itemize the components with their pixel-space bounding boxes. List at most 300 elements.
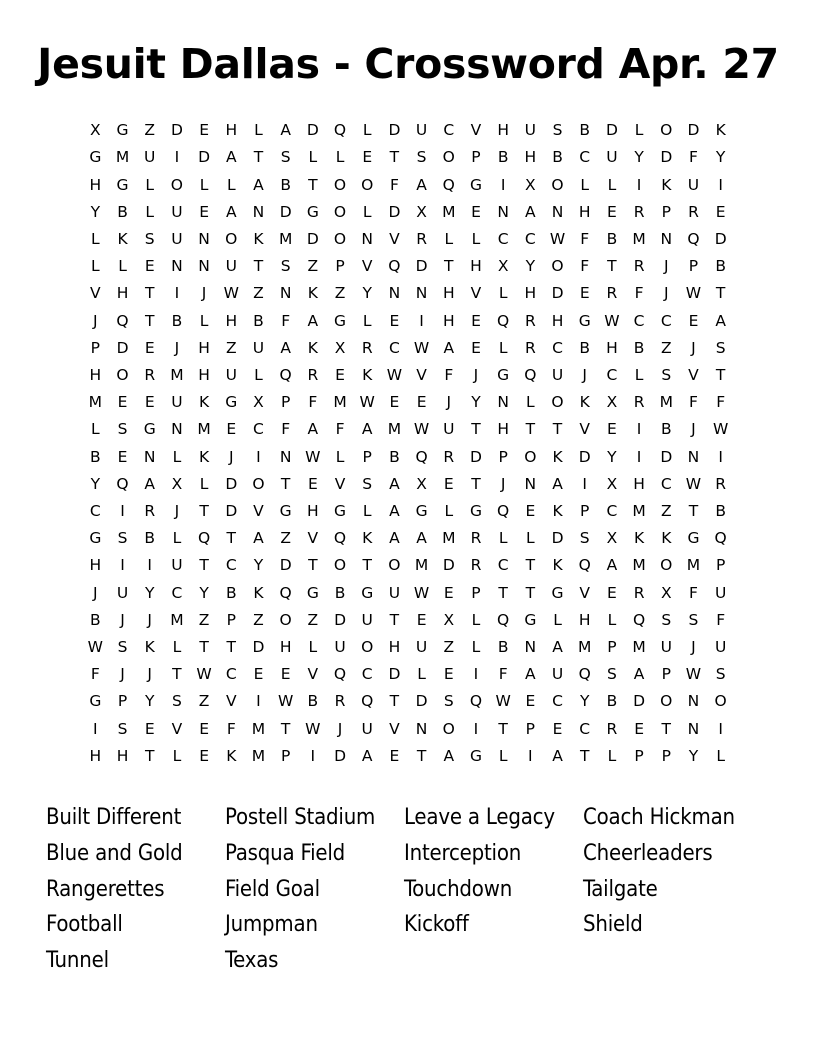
letter-cell[interactable]: H: [578, 202, 591, 221]
letter-cell[interactable]: E: [552, 719, 563, 738]
letter-cell[interactable]: T: [362, 556, 372, 575]
letter-cell[interactable]: B: [90, 447, 101, 466]
letter-cell[interactable]: T: [688, 502, 699, 521]
letter-cell[interactable]: R: [633, 393, 645, 412]
letter-cell[interactable]: I: [636, 175, 642, 194]
letter-cell[interactable]: E: [688, 311, 699, 330]
letter-cell[interactable]: H: [89, 175, 102, 194]
letter-cell[interactable]: G: [279, 502, 292, 521]
letter-cell[interactable]: D: [388, 202, 401, 221]
letter-cell[interactable]: O: [388, 556, 401, 575]
letter-cell[interactable]: E: [607, 202, 617, 221]
letter-cell[interactable]: J: [663, 257, 669, 276]
letter-cell[interactable]: X: [171, 474, 183, 493]
letter-cell[interactable]: L: [308, 148, 318, 167]
letter-cell[interactable]: L: [362, 311, 372, 330]
letter-cell[interactable]: F: [90, 665, 100, 684]
letter-cell[interactable]: D: [578, 447, 591, 466]
letter-cell[interactable]: N: [497, 202, 509, 221]
letter-cell[interactable]: E: [389, 393, 400, 412]
letter-cell[interactable]: R: [524, 311, 536, 330]
letter-cell[interactable]: G: [89, 148, 102, 167]
letter-cell[interactable]: U: [415, 121, 428, 140]
letter-cell[interactable]: E: [199, 202, 209, 221]
letter-cell[interactable]: V: [470, 284, 482, 303]
letter-cell[interactable]: T: [389, 610, 400, 629]
letter-cell[interactable]: P: [661, 746, 671, 765]
letter-cell[interactable]: B: [497, 148, 509, 167]
letter-cell[interactable]: D: [660, 148, 673, 167]
letter-cell[interactable]: Q: [632, 610, 646, 629]
letter-cell[interactable]: U: [551, 665, 564, 684]
letter-cell[interactable]: I: [147, 556, 152, 575]
letter-cell[interactable]: O: [551, 175, 564, 194]
letter-cell[interactable]: E: [226, 420, 237, 439]
letter-cell[interactable]: D: [687, 121, 700, 140]
letter-cell[interactable]: F: [580, 257, 590, 276]
letter-cell[interactable]: E: [471, 311, 481, 330]
word-list-item[interactable]: Tailgate: [583, 876, 658, 902]
letter-cell[interactable]: O: [660, 692, 673, 711]
letter-cell[interactable]: X: [253, 393, 264, 412]
letter-cell[interactable]: K: [552, 556, 563, 575]
letter-cell[interactable]: G: [89, 692, 102, 711]
letter-cell[interactable]: F: [580, 230, 590, 248]
letter-cell[interactable]: P: [661, 665, 671, 684]
letter-cell[interactable]: J: [446, 393, 452, 412]
letter-cell[interactable]: J: [147, 665, 152, 684]
letter-cell[interactable]: T: [253, 257, 264, 276]
letter-cell[interactable]: B: [90, 610, 101, 629]
letter-cell[interactable]: D: [442, 556, 455, 575]
letter-cell[interactable]: P: [471, 583, 481, 602]
letter-cell[interactable]: Y: [579, 692, 590, 711]
letter-cell[interactable]: C: [660, 311, 672, 330]
letter-cell[interactable]: C: [361, 665, 373, 684]
letter-cell[interactable]: E: [253, 665, 264, 684]
letter-cell[interactable]: M: [333, 393, 347, 412]
letter-cell[interactable]: V: [90, 284, 101, 303]
letter-cell[interactable]: S: [280, 257, 291, 276]
letter-cell[interactable]: Z: [253, 284, 264, 303]
letter-cell[interactable]: E: [199, 121, 209, 140]
letter-cell[interactable]: B: [633, 338, 645, 357]
letter-cell[interactable]: L: [444, 230, 454, 248]
letter-cell[interactable]: D: [198, 148, 211, 167]
letter-cell[interactable]: F: [689, 393, 698, 412]
word-list-item[interactable]: Field Goal: [225, 876, 320, 902]
letter-cell[interactable]: V: [361, 257, 373, 276]
letter-cell[interactable]: D: [415, 257, 428, 276]
letter-cell[interactable]: G: [524, 610, 537, 629]
letter-cell[interactable]: B: [660, 420, 672, 439]
letter-cell[interactable]: U: [714, 583, 727, 602]
letter-cell[interactable]: I: [718, 175, 723, 194]
letter-cell[interactable]: T: [253, 148, 264, 167]
letter-cell[interactable]: J: [93, 583, 98, 602]
letter-cell[interactable]: K: [579, 393, 590, 412]
letter-cell[interactable]: N: [198, 257, 210, 276]
letter-cell[interactable]: F: [281, 420, 291, 439]
letter-cell[interactable]: L: [526, 529, 535, 548]
letter-cell[interactable]: P: [90, 338, 101, 357]
letter-cell[interactable]: U: [606, 148, 618, 167]
letter-cell[interactable]: C: [579, 719, 591, 738]
letter-cell[interactable]: U: [171, 393, 183, 412]
letter-cell[interactable]: U: [361, 610, 373, 629]
letter-cell[interactable]: T: [552, 420, 563, 439]
letter-cell[interactable]: S: [117, 529, 128, 548]
letter-cell[interactable]: Y: [90, 474, 101, 493]
letter-cell[interactable]: C: [552, 692, 563, 711]
letter-cell[interactable]: L: [118, 257, 127, 276]
letter-cell[interactable]: T: [444, 257, 454, 276]
letter-cell[interactable]: H: [606, 338, 618, 357]
letter-cell[interactable]: P: [471, 148, 481, 167]
letter-cell[interactable]: W: [685, 665, 702, 684]
word-list-item[interactable]: Football: [46, 912, 123, 938]
letter-cell[interactable]: L: [634, 121, 644, 140]
letter-cell[interactable]: W: [604, 311, 620, 330]
letter-cell[interactable]: O: [660, 556, 673, 575]
word-list-item[interactable]: Interception: [404, 840, 522, 866]
letter-cell[interactable]: M: [88, 393, 103, 412]
letter-cell[interactable]: K: [552, 447, 563, 466]
letter-cell[interactable]: F: [226, 719, 236, 738]
letter-cell[interactable]: U: [524, 121, 537, 140]
letter-cell[interactable]: Y: [471, 393, 481, 412]
letter-cell[interactable]: B: [497, 638, 509, 657]
letter-cell[interactable]: S: [606, 665, 617, 684]
letter-cell[interactable]: N: [198, 230, 210, 248]
letter-cell[interactable]: M: [442, 529, 456, 548]
letter-cell[interactable]: H: [497, 420, 509, 439]
letter-cell[interactable]: S: [362, 474, 373, 493]
letter-cell[interactable]: C: [497, 230, 509, 248]
letter-cell[interactable]: F: [335, 420, 345, 439]
letter-cell[interactable]: E: [389, 746, 400, 765]
letter-cell[interactable]: K: [199, 447, 210, 466]
letter-cell[interactable]: Q: [333, 665, 347, 684]
letter-cell[interactable]: L: [172, 529, 182, 548]
letter-cell[interactable]: B: [117, 202, 128, 221]
letter-cell[interactable]: Y: [688, 746, 699, 765]
letter-cell[interactable]: E: [389, 311, 400, 330]
letter-cell[interactable]: T: [389, 692, 400, 711]
letter-cell[interactable]: L: [498, 338, 508, 357]
letter-cell[interactable]: Q: [361, 692, 374, 711]
letter-cell[interactable]: I: [636, 447, 642, 466]
letter-cell[interactable]: W: [359, 393, 375, 412]
letter-cell[interactable]: Q: [333, 529, 347, 548]
letter-cell[interactable]: H: [578, 610, 591, 629]
letter-cell[interactable]: X: [416, 202, 427, 221]
letter-cell[interactable]: L: [580, 175, 590, 194]
letter-cell[interactable]: D: [225, 502, 238, 521]
letter-cell[interactable]: R: [633, 583, 645, 602]
letter-cell[interactable]: E: [525, 692, 536, 711]
letter-cell[interactable]: E: [144, 719, 155, 738]
letter-cell[interactable]: X: [660, 583, 672, 602]
letter-cell[interactable]: R: [361, 338, 373, 357]
letter-cell[interactable]: U: [116, 583, 129, 602]
letter-cell[interactable]: L: [553, 610, 562, 629]
word-list-item[interactable]: Tunnel: [46, 948, 109, 974]
letter-cell[interactable]: L: [417, 665, 426, 684]
letter-cell[interactable]: X: [443, 610, 455, 629]
letter-cell[interactable]: K: [307, 284, 318, 303]
letter-cell[interactable]: L: [716, 746, 725, 765]
word-list-item[interactable]: Coach Hickman: [583, 805, 735, 831]
letter-cell[interactable]: G: [116, 121, 129, 140]
letter-cell[interactable]: R: [416, 230, 427, 248]
letter-cell[interactable]: R: [470, 556, 482, 575]
letter-cell[interactable]: L: [362, 502, 372, 521]
letter-cell[interactable]: B: [334, 583, 346, 602]
letter-cell[interactable]: E: [362, 148, 373, 167]
letter-cell[interactable]: N: [551, 202, 564, 221]
letter-cell[interactable]: O: [170, 175, 183, 194]
letter-cell[interactable]: I: [636, 420, 642, 439]
letter-cell[interactable]: M: [632, 230, 646, 248]
letter-cell[interactable]: T: [525, 420, 536, 439]
letter-cell[interactable]: A: [225, 202, 237, 221]
letter-cell[interactable]: D: [470, 447, 482, 466]
letter-cell[interactable]: C: [660, 474, 672, 493]
letter-cell[interactable]: A: [280, 121, 291, 140]
letter-cell[interactable]: G: [116, 175, 129, 194]
letter-cell[interactable]: S: [661, 610, 672, 629]
letter-cell[interactable]: X: [525, 175, 536, 194]
letter-cell[interactable]: W: [685, 284, 702, 303]
letter-cell[interactable]: L: [498, 746, 508, 765]
letter-cell[interactable]: A: [389, 529, 400, 548]
letter-cell[interactable]: G: [225, 393, 238, 412]
letter-cell[interactable]: L: [607, 175, 617, 194]
letter-cell[interactable]: O: [551, 257, 564, 276]
letter-cell[interactable]: M: [251, 719, 266, 738]
letter-cell[interactable]: B: [280, 175, 291, 194]
letter-cell[interactable]: F: [308, 393, 318, 412]
letter-cell[interactable]: H: [225, 121, 238, 140]
letter-cell[interactable]: T: [199, 556, 209, 575]
letter-cell[interactable]: V: [579, 420, 591, 439]
letter-cell[interactable]: Z: [307, 610, 319, 629]
letter-cell[interactable]: P: [525, 719, 536, 738]
letter-cell[interactable]: M: [578, 638, 592, 657]
letter-cell[interactable]: T: [715, 284, 726, 303]
letter-cell[interactable]: W: [87, 638, 103, 657]
letter-cell[interactable]: E: [117, 393, 128, 412]
letter-cell[interactable]: A: [443, 338, 455, 357]
letter-cell[interactable]: R: [307, 366, 319, 385]
letter-cell[interactable]: O: [279, 610, 292, 629]
letter-cell[interactable]: G: [469, 746, 482, 765]
letter-cell[interactable]: O: [524, 447, 537, 466]
letter-cell[interactable]: C: [253, 420, 264, 439]
letter-cell[interactable]: O: [333, 175, 347, 194]
letter-cell[interactable]: Q: [333, 121, 347, 140]
letter-cell[interactable]: I: [174, 284, 180, 303]
letter-cell[interactable]: S: [688, 610, 699, 629]
letter-cell[interactable]: E: [335, 366, 345, 385]
letter-cell[interactable]: R: [524, 338, 536, 357]
letter-cell[interactable]: W: [386, 366, 403, 385]
letter-cell[interactable]: H: [89, 556, 102, 575]
word-list-item[interactable]: Kickoff: [404, 912, 469, 938]
letter-cell[interactable]: Z: [225, 338, 237, 357]
letter-cell[interactable]: Q: [116, 311, 129, 330]
letter-cell[interactable]: S: [117, 420, 128, 439]
letter-cell[interactable]: I: [582, 474, 587, 493]
letter-cell[interactable]: L: [498, 284, 508, 303]
letter-cell[interactable]: N: [171, 420, 183, 439]
letter-cell[interactable]: B: [253, 311, 264, 330]
letter-cell[interactable]: C: [443, 121, 455, 140]
letter-cell[interactable]: V: [389, 230, 400, 248]
letter-cell[interactable]: L: [145, 175, 155, 194]
letter-cell[interactable]: J: [120, 665, 125, 684]
letter-cell[interactable]: Y: [90, 202, 101, 221]
letter-cell[interactable]: H: [279, 638, 292, 657]
letter-cell[interactable]: E: [443, 474, 454, 493]
letter-cell[interactable]: K: [362, 366, 373, 385]
letter-cell[interactable]: D: [279, 556, 292, 575]
letter-cell[interactable]: H: [89, 746, 102, 765]
letter-cell[interactable]: N: [687, 692, 700, 711]
letter-cell[interactable]: N: [415, 719, 428, 738]
letter-cell[interactable]: Q: [497, 610, 510, 629]
letter-cell[interactable]: I: [473, 665, 479, 684]
word-list-item[interactable]: Texas: [225, 948, 279, 974]
letter-cell[interactable]: V: [253, 502, 264, 521]
letter-cell[interactable]: D: [388, 121, 401, 140]
letter-cell[interactable]: V: [334, 474, 346, 493]
letter-cell[interactable]: O: [442, 148, 455, 167]
letter-cell[interactable]: P: [117, 692, 128, 711]
letter-cell[interactable]: R: [470, 529, 482, 548]
letter-cell[interactable]: G: [551, 583, 564, 602]
letter-cell[interactable]: T: [308, 175, 318, 194]
letter-cell[interactable]: I: [256, 447, 261, 466]
letter-cell[interactable]: B: [307, 692, 319, 711]
letter-cell[interactable]: L: [498, 529, 508, 548]
letter-cell[interactable]: N: [388, 284, 401, 303]
letter-cell[interactable]: M: [686, 556, 701, 575]
letter-cell[interactable]: K: [144, 638, 155, 657]
letter-cell[interactable]: D: [660, 447, 673, 466]
letter-cell[interactable]: U: [171, 556, 183, 575]
letter-cell[interactable]: L: [172, 638, 182, 657]
letter-cell[interactable]: E: [199, 746, 209, 765]
letter-cell[interactable]: E: [280, 665, 291, 684]
letter-cell[interactable]: J: [174, 338, 180, 357]
letter-cell[interactable]: U: [388, 583, 401, 602]
letter-cell[interactable]: T: [144, 284, 155, 303]
letter-cell[interactable]: O: [333, 556, 347, 575]
letter-cell[interactable]: E: [471, 338, 481, 357]
letter-cell[interactable]: J: [174, 502, 180, 521]
letter-cell[interactable]: C: [89, 502, 101, 521]
letter-cell[interactable]: Q: [524, 366, 537, 385]
letter-cell[interactable]: H: [89, 366, 102, 385]
letter-cell[interactable]: B: [144, 529, 156, 548]
letter-cell[interactable]: V: [307, 529, 319, 548]
letter-cell[interactable]: E: [144, 338, 155, 357]
letter-cell[interactable]: T: [199, 638, 209, 657]
letter-cell[interactable]: Q: [116, 474, 129, 493]
letter-cell[interactable]: T: [471, 420, 481, 439]
letter-cell[interactable]: G: [361, 583, 374, 602]
letter-cell[interactable]: O: [333, 230, 347, 248]
letter-cell[interactable]: P: [715, 556, 726, 575]
letter-cell[interactable]: Q: [279, 366, 292, 385]
letter-cell[interactable]: R: [715, 474, 727, 493]
letter-cell[interactable]: Q: [415, 447, 428, 466]
letter-cell[interactable]: G: [143, 420, 156, 439]
letter-cell[interactable]: Z: [443, 638, 455, 657]
letter-cell[interactable]: E: [525, 502, 536, 521]
letter-cell[interactable]: W: [495, 692, 511, 711]
letter-cell[interactable]: I: [528, 746, 533, 765]
letter-cell[interactable]: A: [416, 175, 427, 194]
letter-cell[interactable]: M: [632, 556, 646, 575]
letter-cell[interactable]: W: [685, 474, 702, 493]
letter-cell[interactable]: D: [605, 121, 618, 140]
letter-cell[interactable]: O: [361, 638, 374, 657]
letter-cell[interactable]: A: [552, 746, 563, 765]
letter-cell[interactable]: W: [413, 420, 430, 439]
letter-cell[interactable]: R: [606, 719, 618, 738]
letter-cell[interactable]: L: [335, 148, 345, 167]
letter-cell[interactable]: D: [714, 230, 727, 248]
letter-cell[interactable]: V: [171, 719, 183, 738]
letter-cell[interactable]: Q: [687, 230, 700, 248]
letter-cell[interactable]: F: [389, 175, 399, 194]
letter-cell[interactable]: O: [442, 719, 455, 738]
letter-cell[interactable]: Z: [280, 529, 291, 548]
letter-cell[interactable]: F: [716, 610, 726, 629]
letter-cell[interactable]: L: [172, 746, 182, 765]
letter-cell[interactable]: V: [470, 121, 482, 140]
letter-cell[interactable]: W: [413, 338, 430, 357]
letter-cell[interactable]: M: [387, 420, 402, 439]
letter-cell[interactable]: Q: [442, 175, 455, 194]
letter-cell[interactable]: E: [416, 610, 427, 629]
letter-cell[interactable]: A: [144, 474, 156, 493]
letter-cell[interactable]: H: [307, 502, 319, 521]
word-list-item[interactable]: Built Different: [46, 805, 182, 831]
letter-cell[interactable]: A: [416, 529, 427, 548]
letter-cell[interactable]: B: [579, 121, 591, 140]
letter-cell[interactable]: J: [473, 366, 479, 385]
letter-cell[interactable]: A: [443, 746, 455, 765]
letter-cell[interactable]: S: [661, 366, 672, 385]
letter-cell[interactable]: Y: [362, 284, 372, 303]
letter-cell[interactable]: U: [551, 366, 564, 385]
letter-cell[interactable]: G: [306, 583, 319, 602]
letter-cell[interactable]: V: [307, 665, 319, 684]
letter-cell[interactable]: T: [525, 556, 536, 575]
letter-cell[interactable]: I: [500, 175, 506, 194]
letter-cell[interactable]: L: [199, 175, 209, 194]
letter-cell[interactable]: E: [117, 447, 128, 466]
word-list-item[interactable]: Jumpman: [225, 912, 318, 938]
letter-cell[interactable]: F: [281, 311, 291, 330]
letter-cell[interactable]: N: [279, 447, 292, 466]
letter-cell[interactable]: N: [171, 257, 183, 276]
letter-cell[interactable]: E: [144, 257, 155, 276]
